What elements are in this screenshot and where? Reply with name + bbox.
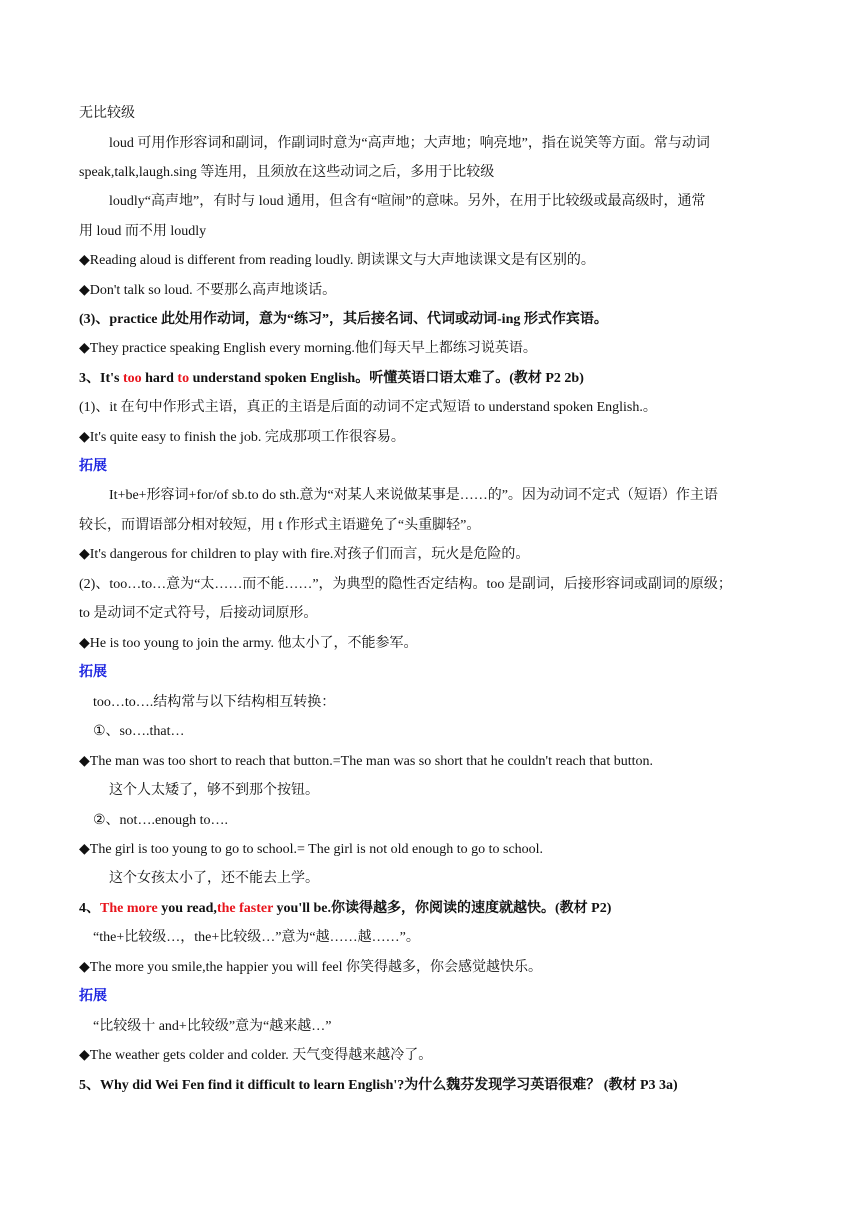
text-line: It+be+形容词+for/of sb.to do sth.意为“对某人来说做某事是……的”。因为动词不定式（短语）作主语 bbox=[109, 488, 718, 503]
text-line: speak,talk,laugh.sing 等连用，且须放在这些动词之后，多用于比较级 bbox=[79, 165, 495, 180]
example-line: ◆He is too young to join the army. 他太小了，不能参军。 bbox=[79, 636, 418, 651]
text-line: ①、so….that… bbox=[93, 724, 185, 739]
text-line: 较长，而谓语部分相对较短，用 t 作形式主语避免了“头重脚轻”。 bbox=[79, 518, 481, 533]
text-line: “the+比较级…，the+比较级…”意为“越……越……”。 bbox=[93, 930, 420, 945]
example-line: ◆It's quite easy to finish the job. 完成那项工作很容易。 bbox=[79, 430, 405, 445]
example-line: ◆The girl is too young to go to school.= The girl is not old enough to go to school. bbox=[79, 842, 544, 857]
text-line: loud 可用作形容词和副词，作副词时意为“高声地；大声地；响亮地”，指在说笑等方面。常与动词 bbox=[109, 136, 710, 151]
text-line: 无比较级 bbox=[79, 106, 135, 121]
example-line: ◆It's dangerous for children to play with fire.对孩子们而言，玩火是危险的。 bbox=[79, 547, 530, 562]
text-line: “比较级十 and+比较级”意为“越来越…” bbox=[93, 1019, 332, 1034]
section-heading bbox=[79, 370, 784, 388]
heading-part: 3、It's bbox=[79, 371, 123, 386]
text-line: (1)、it 在句中作形式主语，真正的主语是后面的动词不定式短语 to understand spoken English.。 bbox=[79, 400, 657, 415]
highlight-to: to bbox=[177, 371, 190, 386]
section-heading: 5、Why did Wei Fen find it difficult to learn English'?为什么魏芬发现学习英语很难？ (教材 P3 3a) bbox=[79, 1078, 678, 1093]
heading-part: you read, bbox=[157, 901, 217, 916]
highlight-too: too bbox=[122, 371, 142, 386]
text-line: too…to….结构常与以下结构相互转换： bbox=[93, 695, 336, 710]
heading-part: hard bbox=[141, 371, 178, 386]
example-line: ◆They practice speaking English every morning.他们每天早上都练习说英语。 bbox=[79, 341, 537, 356]
heading-part: you'll be.你读得越多，你阅读的速度就越快。(教材 P2) bbox=[273, 901, 612, 916]
translation-line: 这个女孩太小了，还不能去上学。 bbox=[109, 871, 319, 886]
text-line: (2)、too…to…意为“太……而不能……”，为典型的隐性否定结构。too 是副词，后接形容词或副词的原级； bbox=[79, 577, 732, 592]
heading-part: 4、 bbox=[79, 901, 100, 916]
example-line: ◆Reading aloud is different from reading loudly. 朗读课文与大声地读课文是有区别的。 bbox=[79, 253, 595, 268]
highlight-the-faster: the faster bbox=[216, 901, 274, 916]
text-line: ②、not….enough to…. bbox=[93, 813, 229, 828]
text-line: 用 loud 而不用 loudly bbox=[79, 224, 207, 239]
example-line: ◆The man was too short to reach that button.=The man was so short that he couldn't reach that button. bbox=[79, 754, 654, 769]
section-heading bbox=[79, 900, 784, 918]
highlight-the-more: The more bbox=[100, 901, 158, 916]
extension-label: 拓展 bbox=[79, 989, 107, 1004]
example-line: ◆Don't talk so loud. 不要那么高声地谈话。 bbox=[79, 283, 337, 298]
section-heading: (3)、practice 此处用作动词，意为“练习”，其后接名词、代词或动词-ing 形式作宾语。 bbox=[79, 312, 608, 327]
translation-line: 这个人太矮了，够不到那个按钮。 bbox=[109, 783, 319, 798]
extension-label: 拓展 bbox=[79, 665, 107, 680]
text-line: to 是动词不定式符号，后接动词原形。 bbox=[79, 606, 318, 621]
heading-part: understand spoken English。听懂英语口语太难了。(教材 P2 2b) bbox=[189, 371, 584, 386]
example-line: ◆The weather gets colder and colder. 天气变得越来越冷了。 bbox=[79, 1048, 433, 1063]
text-line: loudly“高声地”，有时与 loud 通用，但含有“喧闹”的意味。另外，在用于比较级或最高级时，通常 bbox=[109, 194, 706, 209]
extension-label: 拓展 bbox=[79, 459, 107, 474]
example-line: ◆The more you smile,the happier you will feel 你笑得越多，你会感觉越快乐。 bbox=[79, 960, 542, 975]
